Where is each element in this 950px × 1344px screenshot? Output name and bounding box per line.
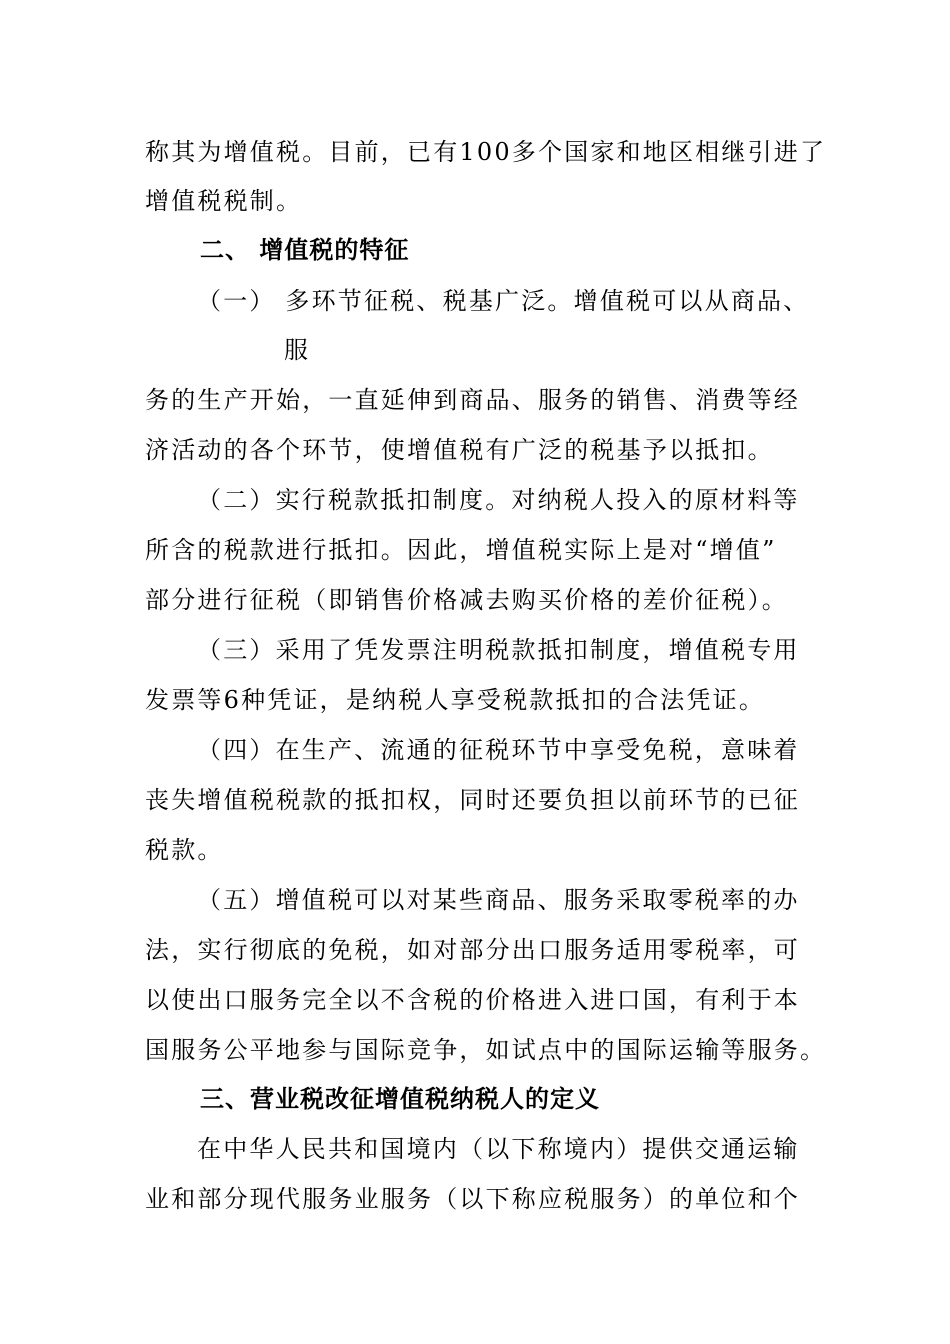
paragraph-line: 以使出口服务完全以不含税的价格进入进口国，有利于本 [145,986,800,1014]
paragraph-line: 称其为增值税。目前，已有100多个国家和地区相继引进了 [145,138,827,166]
paragraph-line: （二）实行税款抵扣制度。对纳税人投入的原材料等 [197,486,800,514]
paragraph-line: （四）在生产、流通的征税环节中享受免税，意味着 [197,736,800,764]
paragraph-line: （三）采用了凭发票注明税款抵扣制度，增值税专用 [197,636,800,664]
paragraph-line: 务的生产开始，一直延伸到商品、服务的销售、消费等经 [145,386,800,414]
paragraph-line: 部分进行征税（即销售价格减去购买价格的差价征税）。 [145,586,788,614]
paragraph-line: 济活动的各个环节，使增值税有广泛的税基予以抵扣。 [145,436,774,464]
section-heading: 二、 增值税的特征 [200,235,410,264]
paragraph-line: 增值税税制。 [145,187,303,215]
section-heading: 三、营业税改征增值税纳税人的定义 [200,1084,600,1113]
paragraph-line: 服 [284,336,311,364]
paragraph-line: 发票等6种凭证，是纳税人享受税款抵扣的合法凭证。 [145,686,766,714]
paragraph-line: 在中华人民共和国境内（以下称境内）提供交通运输 [197,1135,800,1163]
paragraph-line: 丧失增值税税款的抵扣权，同时还要负担以前环节的已征 [145,786,800,814]
paragraph-line: 法，实行彻底的免税，如对部分出口服务适用零税率，可 [145,936,800,964]
paragraph-line: 所含的税款进行抵扣。因此，增值税实际上是对“增值” [145,536,777,564]
paragraph-line: （五）增值税可以对某些商品、服务采取零税率的办 [197,886,800,914]
paragraph-line: （一） 多环节征税、税基广泛。增值税可以从商品、 [197,287,810,315]
paragraph-line: 国服务公平地参与国际竞争，如试点中的国际运输等服务。 [145,1036,827,1064]
paragraph-line: 业和部分现代服务业服务（以下称应税服务）的单位和个 [145,1185,800,1213]
paragraph-line: 税款。 [145,836,224,864]
